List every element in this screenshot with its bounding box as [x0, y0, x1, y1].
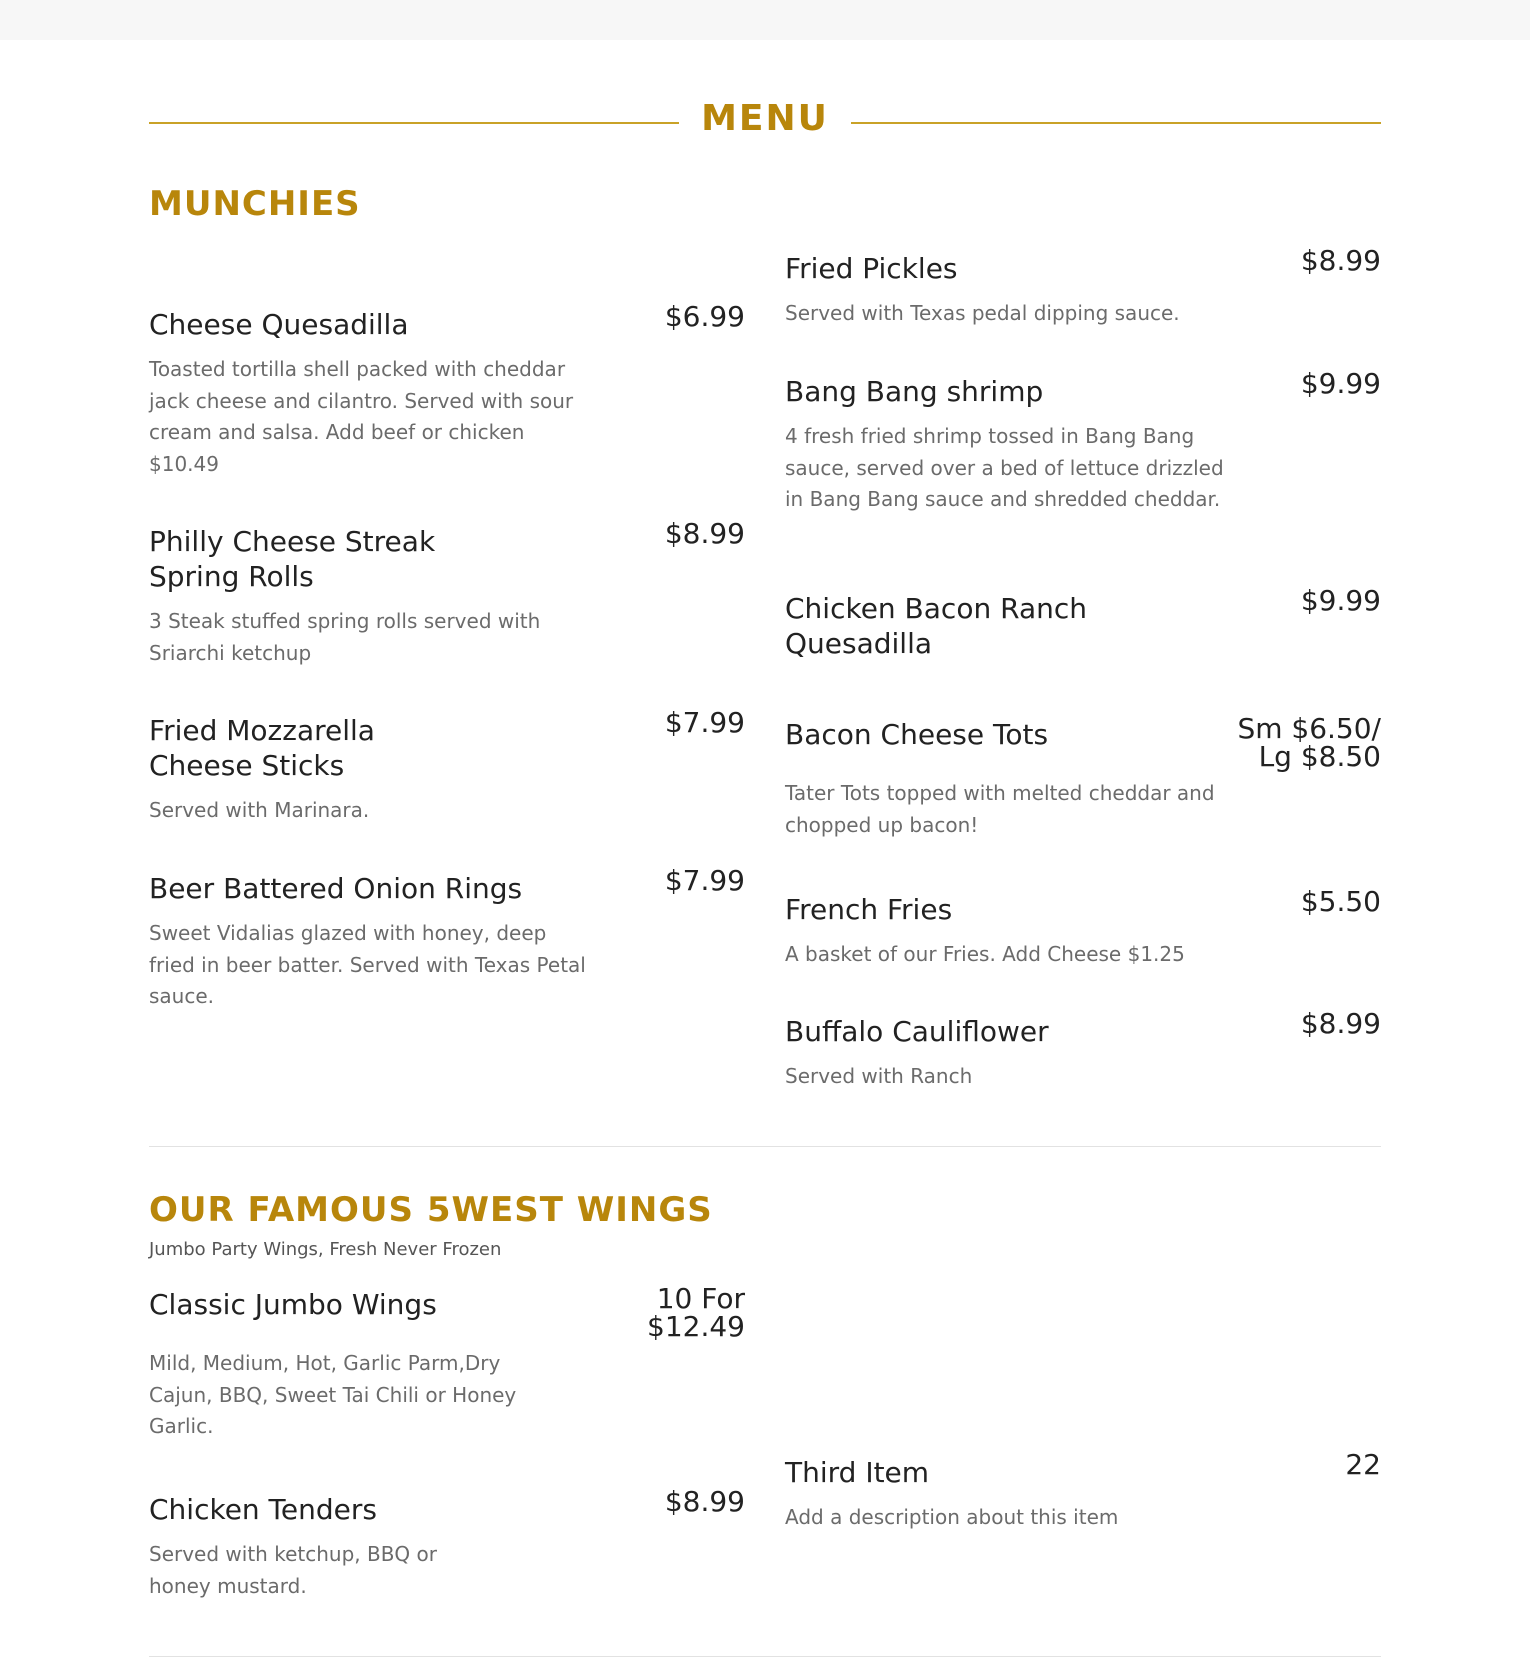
menu-item [785, 584, 1381, 661]
item-description: Served with Marinara. [149, 798, 370, 822]
item-name: Beer Battered Onion Rings [149, 872, 523, 905]
item-name: Buffalo Cauliflower [785, 1015, 1049, 1048]
menu-item [149, 864, 745, 1013]
menu-title-row [149, 95, 1381, 143]
menu-item [149, 1485, 745, 1602]
menu-item [785, 1448, 1381, 1534]
item-name: French Fries [785, 893, 953, 926]
item-price: $6.99 [664, 300, 745, 333]
item-price: $8.99 [664, 1485, 745, 1518]
item-name: Third Item [785, 1456, 930, 1489]
menu-item [149, 706, 745, 827]
item-description: Toasted tortilla shell packed with cheddar jack cheese and cilantro. Served with sour cream and salsa. Add beef or chicken $10.49 [149, 357, 574, 476]
item-name: Chicken Tenders [149, 1493, 377, 1526]
menu-item [785, 1007, 1381, 1093]
item-name: Classic Jumbo Wings [149, 1288, 437, 1321]
menu-item [149, 517, 745, 669]
item-price: 22 [1345, 1448, 1381, 1481]
item-description: Served with Ranch [785, 1064, 973, 1088]
item-price: $5.50 [1300, 885, 1381, 918]
menu-item [149, 1282, 745, 1443]
item-price: Sm $6.50/ Lg $8.50 [1237, 712, 1381, 773]
item-description: Mild, Medium, Hot, Garlic Parm,Dry Cajun, BBQ, Sweet Tai Chili or Honey Garlic. [149, 1351, 517, 1438]
title-rule-right [851, 122, 1381, 124]
section-heading-munchies: MUNCHIES [149, 184, 361, 224]
item-description: Sweet Vidalias glazed with honey, deep fried in beer batter. Served with Texas Petal sauce. [149, 921, 586, 1008]
section-subheading: Jumbo Party Wings, Fresh Never Frozen [149, 1239, 502, 1260]
item-description: Add a description about this item [785, 1505, 1119, 1529]
menu-item [149, 300, 745, 480]
item-price: $8.99 [1300, 244, 1381, 277]
menu-item [785, 244, 1381, 330]
menu-title: MENU [701, 98, 829, 139]
item-price: 10 For $12.49 [647, 1282, 745, 1343]
item-name: Cheese Quesadilla [149, 308, 409, 341]
menu-item [785, 712, 1381, 841]
item-name: Fried Mozzarella Cheese Sticks [149, 714, 375, 782]
item-description: 4 fresh fried shrimp tossed in Bang Bang sauce, served over a bed of lettuce drizzled in Bang Bang sauce and shredded cheddar. [785, 424, 1224, 511]
section-heading-wings: OUR FAMOUS 5WEST WINGS [149, 1190, 713, 1230]
item-price: $7.99 [664, 864, 745, 897]
menu-item [785, 367, 1381, 516]
section-divider [149, 1146, 1381, 1147]
item-name: Fried Pickles [785, 252, 958, 285]
item-name: Chicken Bacon Ranch Quesadilla [785, 592, 1087, 660]
item-price: $9.99 [1300, 367, 1381, 400]
item-price: $8.99 [664, 517, 745, 550]
item-description: 3 Steak stuffed spring rolls served with Sriarchi ketchup [149, 609, 541, 665]
item-name: Bang Bang shrimp [785, 375, 1044, 408]
item-description: Served with Texas pedal dipping sauce. [785, 301, 1180, 325]
item-price: $8.99 [1300, 1007, 1381, 1040]
item-name: Philly Cheese Streak Spring Rolls [149, 525, 436, 593]
item-name: Bacon Cheese Tots [785, 718, 1049, 751]
item-price: $7.99 [664, 706, 745, 739]
item-price: $9.99 [1300, 584, 1381, 617]
item-description: Tater Tots topped with melted cheddar and chopped up bacon! [785, 781, 1215, 837]
item-description: A basket of our Fries. Add Cheese $1.25 [785, 942, 1185, 966]
item-description: Served with ketchup, BBQ or honey mustard. [149, 1542, 437, 1598]
menu-item [785, 885, 1381, 971]
top-bar [0, 0, 1530, 40]
section-divider [149, 1656, 1381, 1657]
